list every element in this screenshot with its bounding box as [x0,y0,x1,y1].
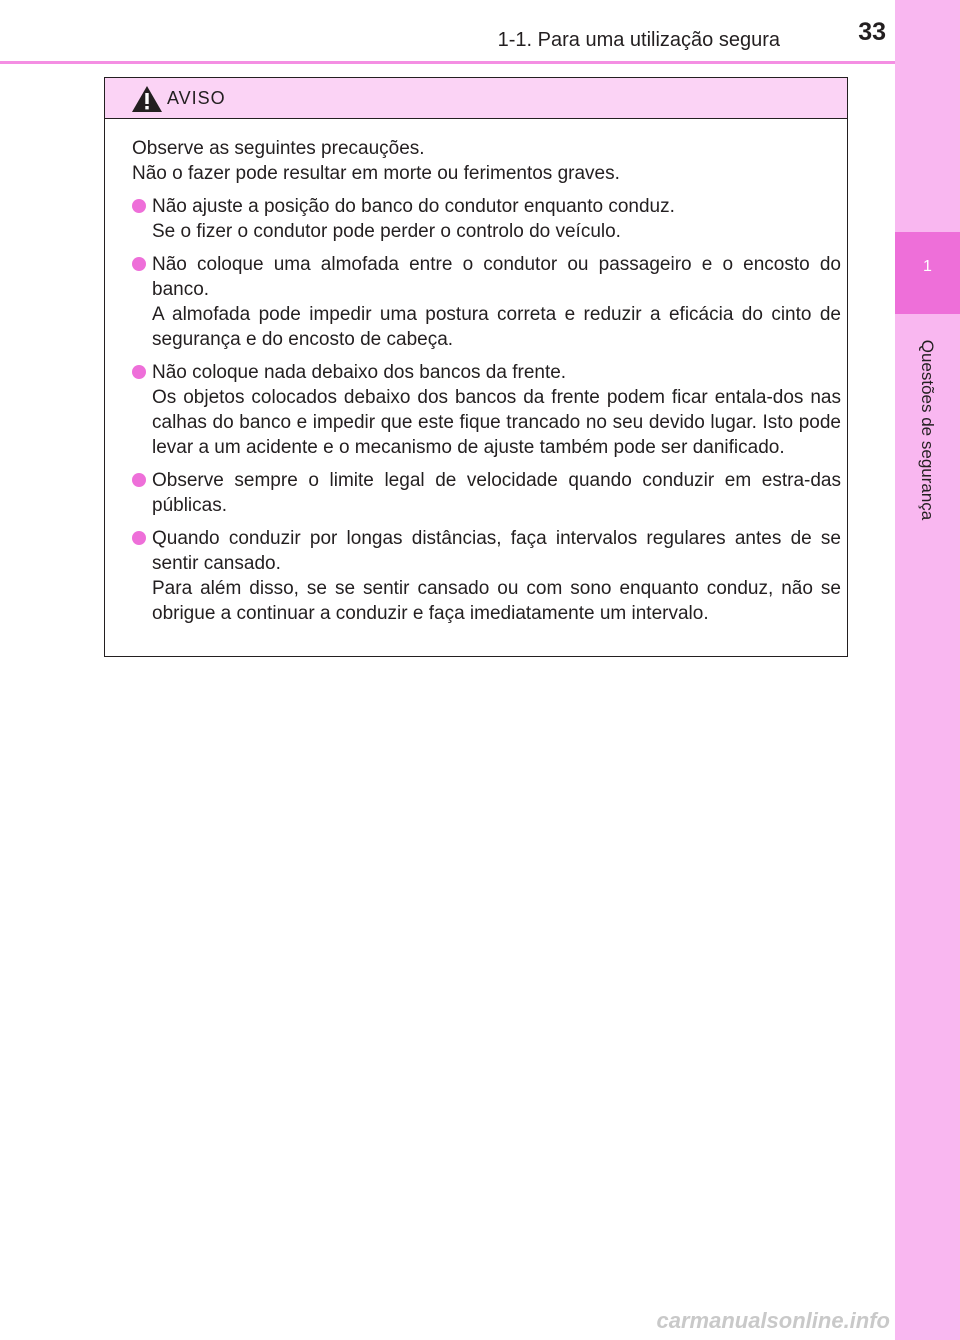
bullet-icon [132,365,146,379]
item-lead: Observe sempre o limite legal de velocidade quando conduzir em estra-das públicas. [152,470,841,516]
warning-body [132,136,841,634]
list-item [132,526,841,626]
list-item [132,360,841,460]
item-lead: Não coloque uma almofada entre o condutor ou passageiro e o encosto do banco. [152,254,841,300]
list-item [132,194,841,244]
warning-header [105,78,847,119]
intro-line: Observe as seguintes precauções. [132,138,425,159]
bullet-icon [132,199,146,213]
warning-title: AVISO [167,88,226,108]
page-number: 33 [858,18,886,46]
side-tab [895,0,960,1340]
item-detail: Se o fizer o condutor pode perder o controlo do veículo. [152,221,621,242]
watermark[interactable]: carmanualsonline.info [656,1308,890,1333]
list-item [132,468,841,518]
item-detail: Os objetos colocados debaixo dos bancos da frente podem ficar entala-dos nas calhas do banco e impedir que este fique trancado no seu devido lugar. Isto pode levar a um acidente e o mecanismo de ajuste também pode ser danificado. [152,387,841,458]
intro-line: Não o fazer pode resultar em morte ou ferimentos graves. [132,163,620,184]
warning-list [132,194,841,626]
warning-intro [132,136,841,186]
item-lead: Não ajuste a posição do banco do condutor enquanto conduz. [152,196,675,217]
header-rule [0,61,895,64]
list-item [132,252,841,352]
bullet-icon [132,531,146,545]
item-lead: Quando conduzir por longas distâncias, faça intervalos regulares antes de se sentir cansado. [152,528,841,574]
warning-triangle-icon [131,85,163,113]
item-lead: Não coloque nada debaixo dos bancos da frente. [152,362,567,383]
section-title: 1-1. Para uma utilização segura [497,29,780,51]
item-detail: Para além disso, se se sentir cansado ou com sono enquanto conduz, não se obrigue a continuar a conduzir e faça imediatamente um intervalo. [152,578,841,624]
chapter-number: 1 [923,258,932,275]
chapter-title: Questões de segurança [918,339,937,521]
bullet-icon [132,473,146,487]
bullet-icon [132,257,146,271]
item-detail: A almofada pode impedir uma postura correta e reduzir a eficácia do cinto de segurança e do encosto de cabeça. [152,304,841,350]
warning-box [104,77,848,657]
